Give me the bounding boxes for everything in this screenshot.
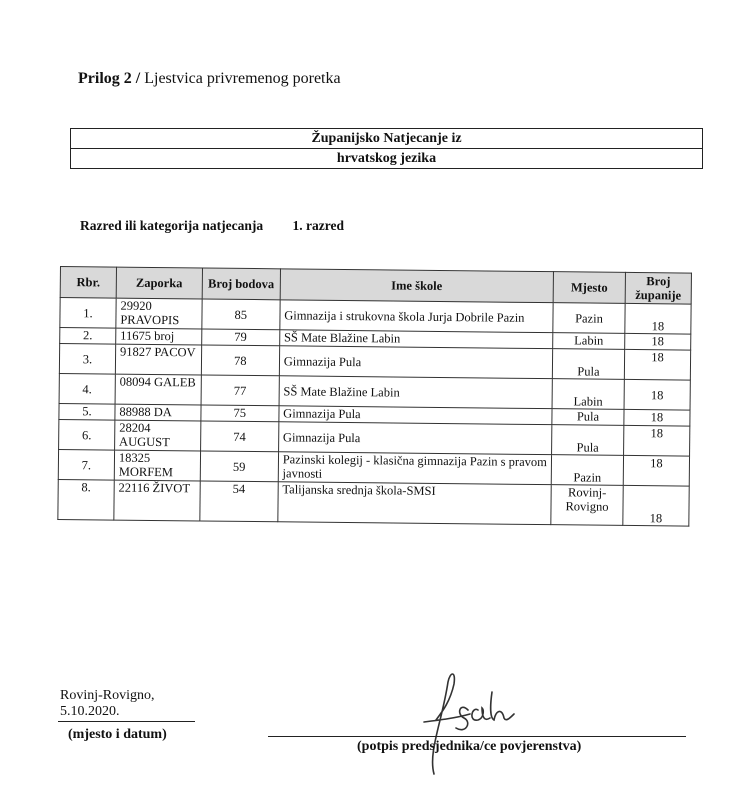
- prilog-number: Prilog 2 /: [78, 70, 141, 87]
- cell-zaporka: 28204 AUGUST: [114, 420, 200, 451]
- cell-rbr: 4.: [59, 373, 115, 404]
- signature-stroke: [424, 674, 514, 774]
- category-line: [80, 218, 344, 234]
- category-value: 1. razred: [292, 218, 344, 233]
- cell-zupanija: 18: [625, 333, 691, 350]
- cell-zaporka: 22116 ŽIVOT: [114, 480, 200, 521]
- header-zaporka: Zaporka: [116, 267, 202, 299]
- cell-bodovi: 54: [200, 481, 278, 522]
- signature-underline: [268, 736, 686, 737]
- place-date-underline: [58, 721, 195, 722]
- cell-rbr: 8.: [58, 479, 114, 520]
- cell-rbr: 5.: [59, 403, 115, 420]
- cell-zupanija: 18: [624, 349, 690, 380]
- date-text: 5.10.2020.: [60, 704, 120, 719]
- cell-zupanija: 18: [623, 485, 689, 526]
- cell-skola: Pazinski kolegij - klasična gimnazija Pazin s pravom javnosti: [278, 452, 552, 485]
- cell-mjesto: Pazin: [551, 455, 623, 486]
- cell-rbr: 7.: [58, 449, 114, 480]
- handwritten-signature: [420, 662, 540, 792]
- cell-bodovi: 77: [201, 375, 279, 406]
- competition-title-line-2: hrvatskog jezika: [70, 149, 703, 169]
- table-row: [58, 479, 689, 526]
- cell-zupanija: 18: [624, 409, 690, 426]
- cell-skola: SŠ Mate Blažine Labin: [279, 376, 553, 409]
- header-mjesto: Mjesto: [553, 272, 625, 304]
- cell-zupanija: 18: [625, 303, 691, 334]
- cell-skola: Gimnazija Pula: [279, 406, 552, 425]
- cell-mjesto: Labin: [552, 379, 624, 410]
- competition-title-box: [70, 128, 703, 169]
- cell-zupanija: 18: [624, 379, 690, 410]
- cell-zaporka: 91827 PACOV: [115, 344, 201, 375]
- cell-zaporka: 08094 GALEB: [115, 374, 201, 405]
- header-skola: Ime škole: [280, 269, 554, 303]
- cell-skola: Talijanska srednja škola-SMSI: [278, 482, 552, 525]
- cell-bodovi: 75: [201, 405, 279, 422]
- cell-skola: SŠ Mate Blažine Labin: [279, 330, 552, 349]
- cell-rbr: 1.: [60, 298, 116, 329]
- cell-skola: Gimnazija Pula: [279, 346, 553, 379]
- cell-mjesto: Pula: [552, 425, 624, 456]
- cell-mjesto: Labin: [553, 333, 625, 350]
- header-rbr: Rbr.: [60, 267, 116, 299]
- cell-bodovi: 85: [202, 299, 280, 330]
- cell-bodovi: 79: [202, 329, 280, 346]
- category-label: Razred ili kategorija natjecanja: [80, 218, 264, 233]
- place-text: Rovinj-Rovigno,: [60, 688, 155, 703]
- cell-bodovi: 59: [200, 451, 278, 482]
- cell-bodovi: 78: [201, 345, 279, 376]
- cell-zaporka: 29920 PRAVOPIS: [116, 298, 202, 329]
- cell-mjesto: Pula: [552, 349, 624, 380]
- competition-title-line-1: Županijsko Natjecanje iz: [70, 128, 703, 149]
- place-and-date: [60, 688, 155, 720]
- cell-zaporka: 88988 DA: [115, 404, 201, 421]
- cell-zaporka: 18325 MORFEM: [114, 450, 200, 481]
- cell-mjesto: Rovinj-Rovigno: [551, 485, 623, 526]
- header-zupanija: Broj županije: [625, 272, 691, 304]
- cell-skola: Gimnazija i strukovna škola Jurja Dobrile Pazin: [280, 300, 554, 333]
- prilog-title: Ljestvica privremenog poretka: [140, 70, 341, 87]
- signature-label: (potpis predsjednika/ce povjerenstva): [357, 739, 582, 754]
- place-date-label: (mjesto i datum): [68, 727, 167, 742]
- header-bodovi: Broj bodova: [202, 268, 280, 300]
- cell-rbr: 6.: [59, 419, 115, 450]
- cell-bodovi: 74: [200, 421, 278, 452]
- cell-zaporka: 11675 broj: [116, 328, 202, 345]
- results-table: [57, 266, 692, 527]
- page-heading: [78, 70, 341, 88]
- cell-zupanija: 18: [624, 425, 690, 456]
- cell-zupanija: 18: [623, 455, 689, 486]
- cell-skola: Gimnazija Pula: [278, 422, 552, 455]
- cell-mjesto: Pazin: [553, 303, 625, 334]
- cell-rbr: 3.: [59, 344, 115, 375]
- cell-rbr: 2.: [60, 328, 116, 345]
- cell-mjesto: Pula: [552, 409, 624, 426]
